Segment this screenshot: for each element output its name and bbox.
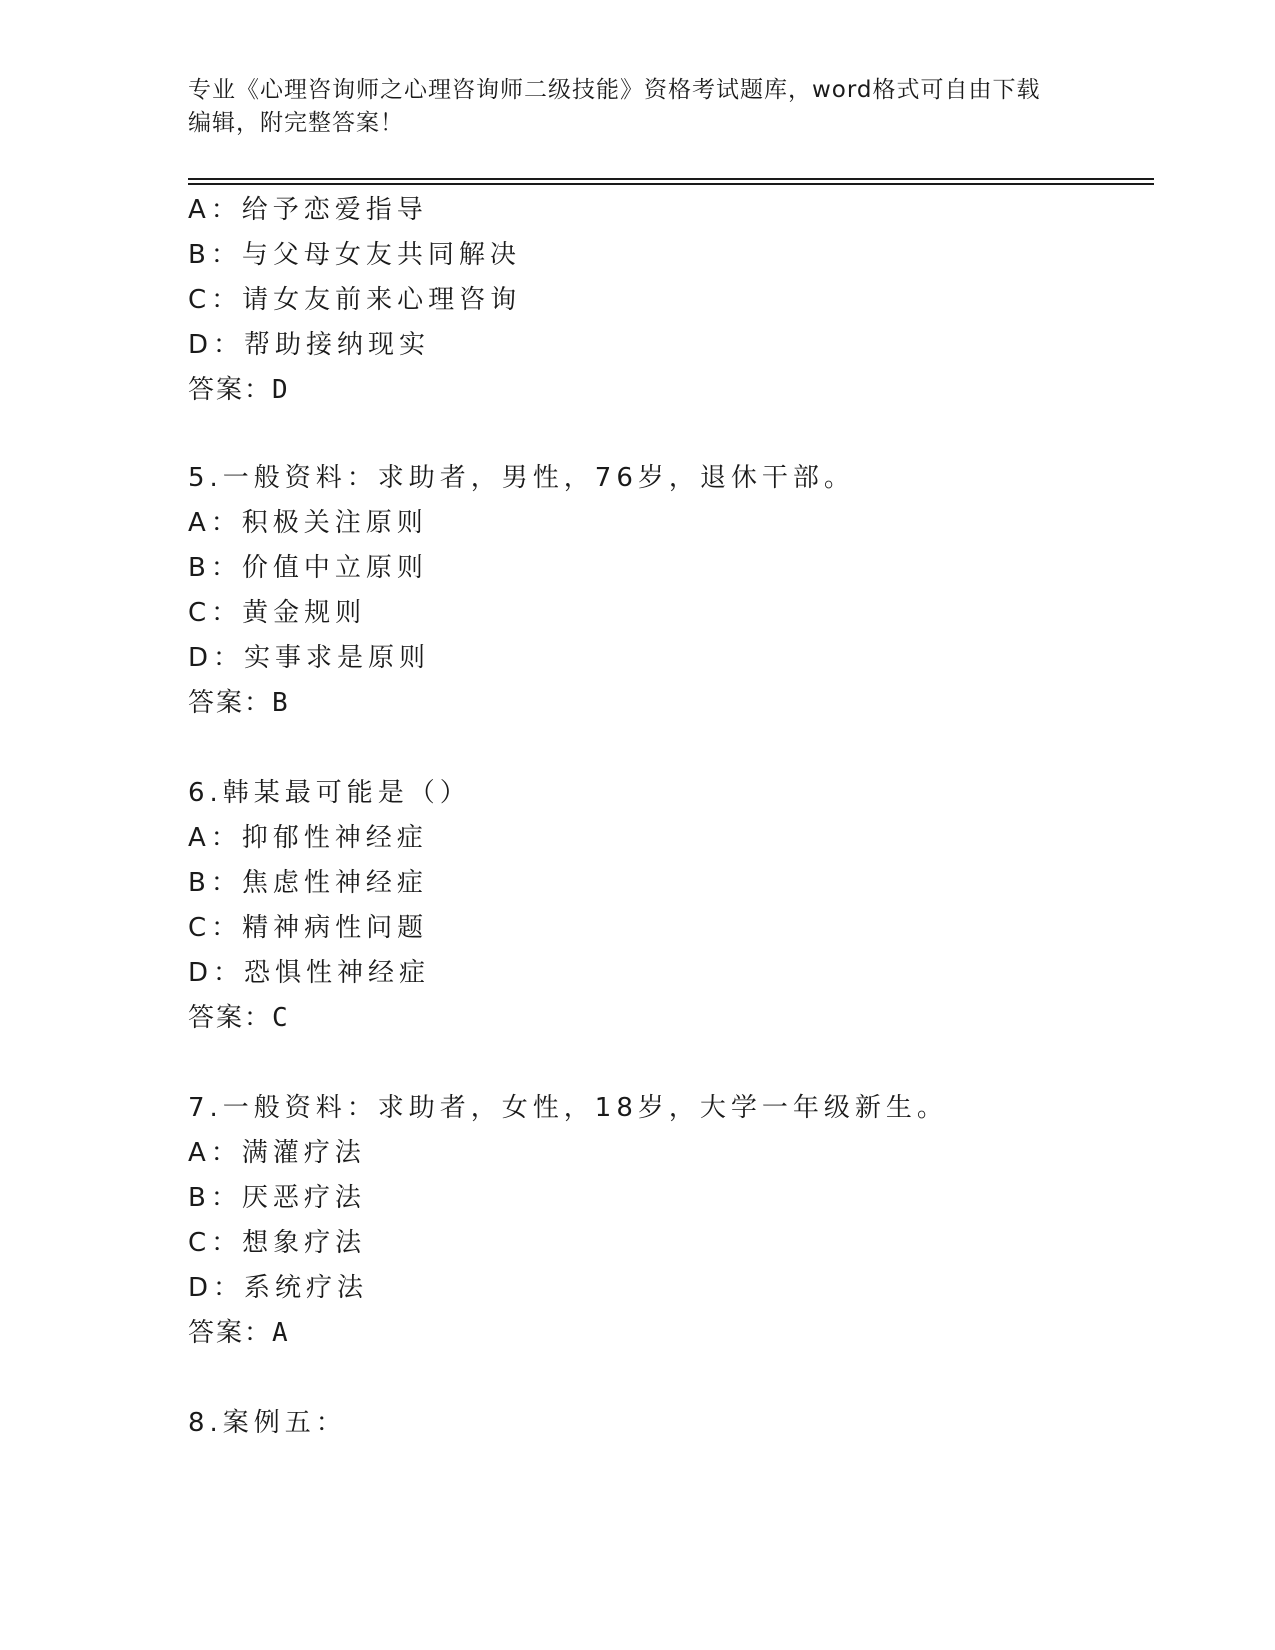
header-divider-bottom xyxy=(188,183,1154,185)
q4-option-d: D：帮助接纳现实 xyxy=(188,330,431,360)
document-header xyxy=(188,74,1088,140)
q8-stem: 8.案例五： xyxy=(188,1408,347,1438)
q4-answer xyxy=(188,372,288,408)
q4-option-b: B：与父母女友共同解决 xyxy=(188,240,521,270)
q7-answer xyxy=(188,1315,288,1351)
header-line-2: 编辑，附完整答案！ xyxy=(188,110,404,136)
q4-option-a: A：给予恋爱指导 xyxy=(188,195,428,225)
answer-label: 答案： xyxy=(188,375,273,405)
q7-option-c: C：想象疗法 xyxy=(188,1228,367,1258)
q4-option-c: C：请女友前来心理咨询 xyxy=(188,285,522,315)
answer-label: 答案： xyxy=(188,688,273,718)
q6-stem: 6.韩某最可能是（） xyxy=(188,778,471,808)
header-line-1: 专业《心理咨询师之心理咨询师二级技能》资格考试题库，word格式可自由下载 xyxy=(188,77,1041,103)
q5-option-b: B：价值中立原则 xyxy=(188,553,428,583)
header-divider-top xyxy=(188,178,1154,180)
q7-option-b: B：厌恶疗法 xyxy=(188,1183,366,1213)
q7-option-a: A：满灌疗法 xyxy=(188,1138,366,1168)
answer-value: B xyxy=(272,688,288,718)
answer-label: 答案： xyxy=(188,1003,273,1033)
q6-answer xyxy=(188,1000,288,1036)
q5-option-a: A：积极关注原则 xyxy=(188,508,428,538)
q5-stem: 5.一般资料：求助者，男性，76岁，退休干部。 xyxy=(188,463,855,493)
q5-option-d: D：实事求是原则 xyxy=(188,643,431,673)
q5-answer xyxy=(188,685,288,721)
answer-label: 答案： xyxy=(188,1318,273,1348)
answer-value: C xyxy=(272,1003,288,1033)
answer-value: D xyxy=(272,375,288,405)
q6-option-b: B：焦虑性神经症 xyxy=(188,868,428,898)
q6-option-d: D：恐惧性神经症 xyxy=(188,958,431,988)
q6-option-c: C：精神病性问题 xyxy=(188,913,429,943)
q5-option-c: C：黄金规则 xyxy=(188,598,367,628)
answer-value: A xyxy=(272,1318,288,1348)
q6-option-a: A：抑郁性神经症 xyxy=(188,823,428,853)
q7-option-d: D：系统疗法 xyxy=(188,1273,369,1303)
q7-stem: 7.一般资料：求助者，女性，18岁，大学一年级新生。 xyxy=(188,1093,948,1123)
